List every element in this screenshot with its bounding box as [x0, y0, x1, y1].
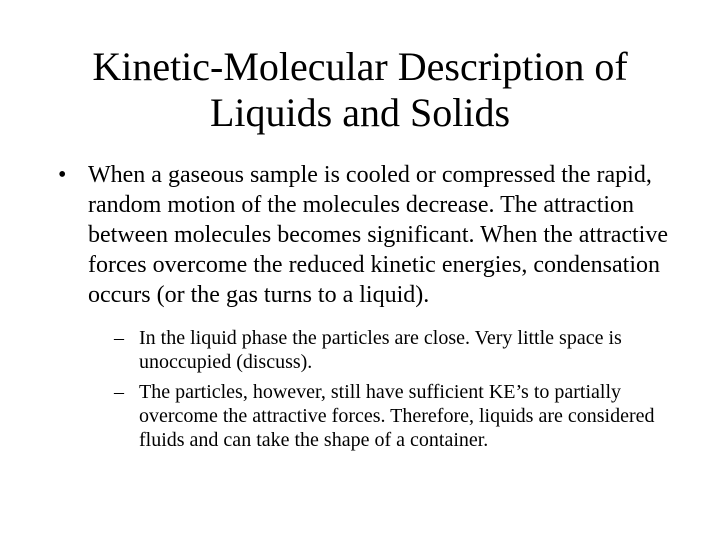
sub-bullet-marker: –: [114, 381, 124, 403]
sub-bullet-1: [114, 326, 678, 374]
main-bullet: [58, 160, 678, 310]
slide-title: [40, 44, 680, 136]
bullet-marker: •: [58, 162, 67, 188]
slide-title-line-1: Kinetic-Molecular Description of: [92, 44, 628, 89]
main-bullet-text: When a gaseous sample is cooled or compressed the rapid, random motion of the molecules decrease. The attraction between molecules becomes significant. When the attractive forces overcome the reduced kinetic energies, condensation occurs (or the gas turns to a liquid).: [88, 162, 668, 308]
sub-bullet-marker: –: [114, 327, 124, 349]
sub-bullet-2: [114, 380, 678, 452]
slide-title-line-2: Liquids and Solids: [209, 90, 511, 135]
slide-body: [58, 160, 678, 458]
sub-bullet-list: [114, 326, 678, 452]
sub-bullet-text: The particles, however, still have sufficient KE’s to partially overcome the attractive forces. Therefore, liquids are considered fluids and can take the shape of a container.: [139, 381, 655, 451]
sub-bullet-text: In the liquid phase the particles are close. Very little space is unoccupied (discuss).: [139, 327, 622, 373]
